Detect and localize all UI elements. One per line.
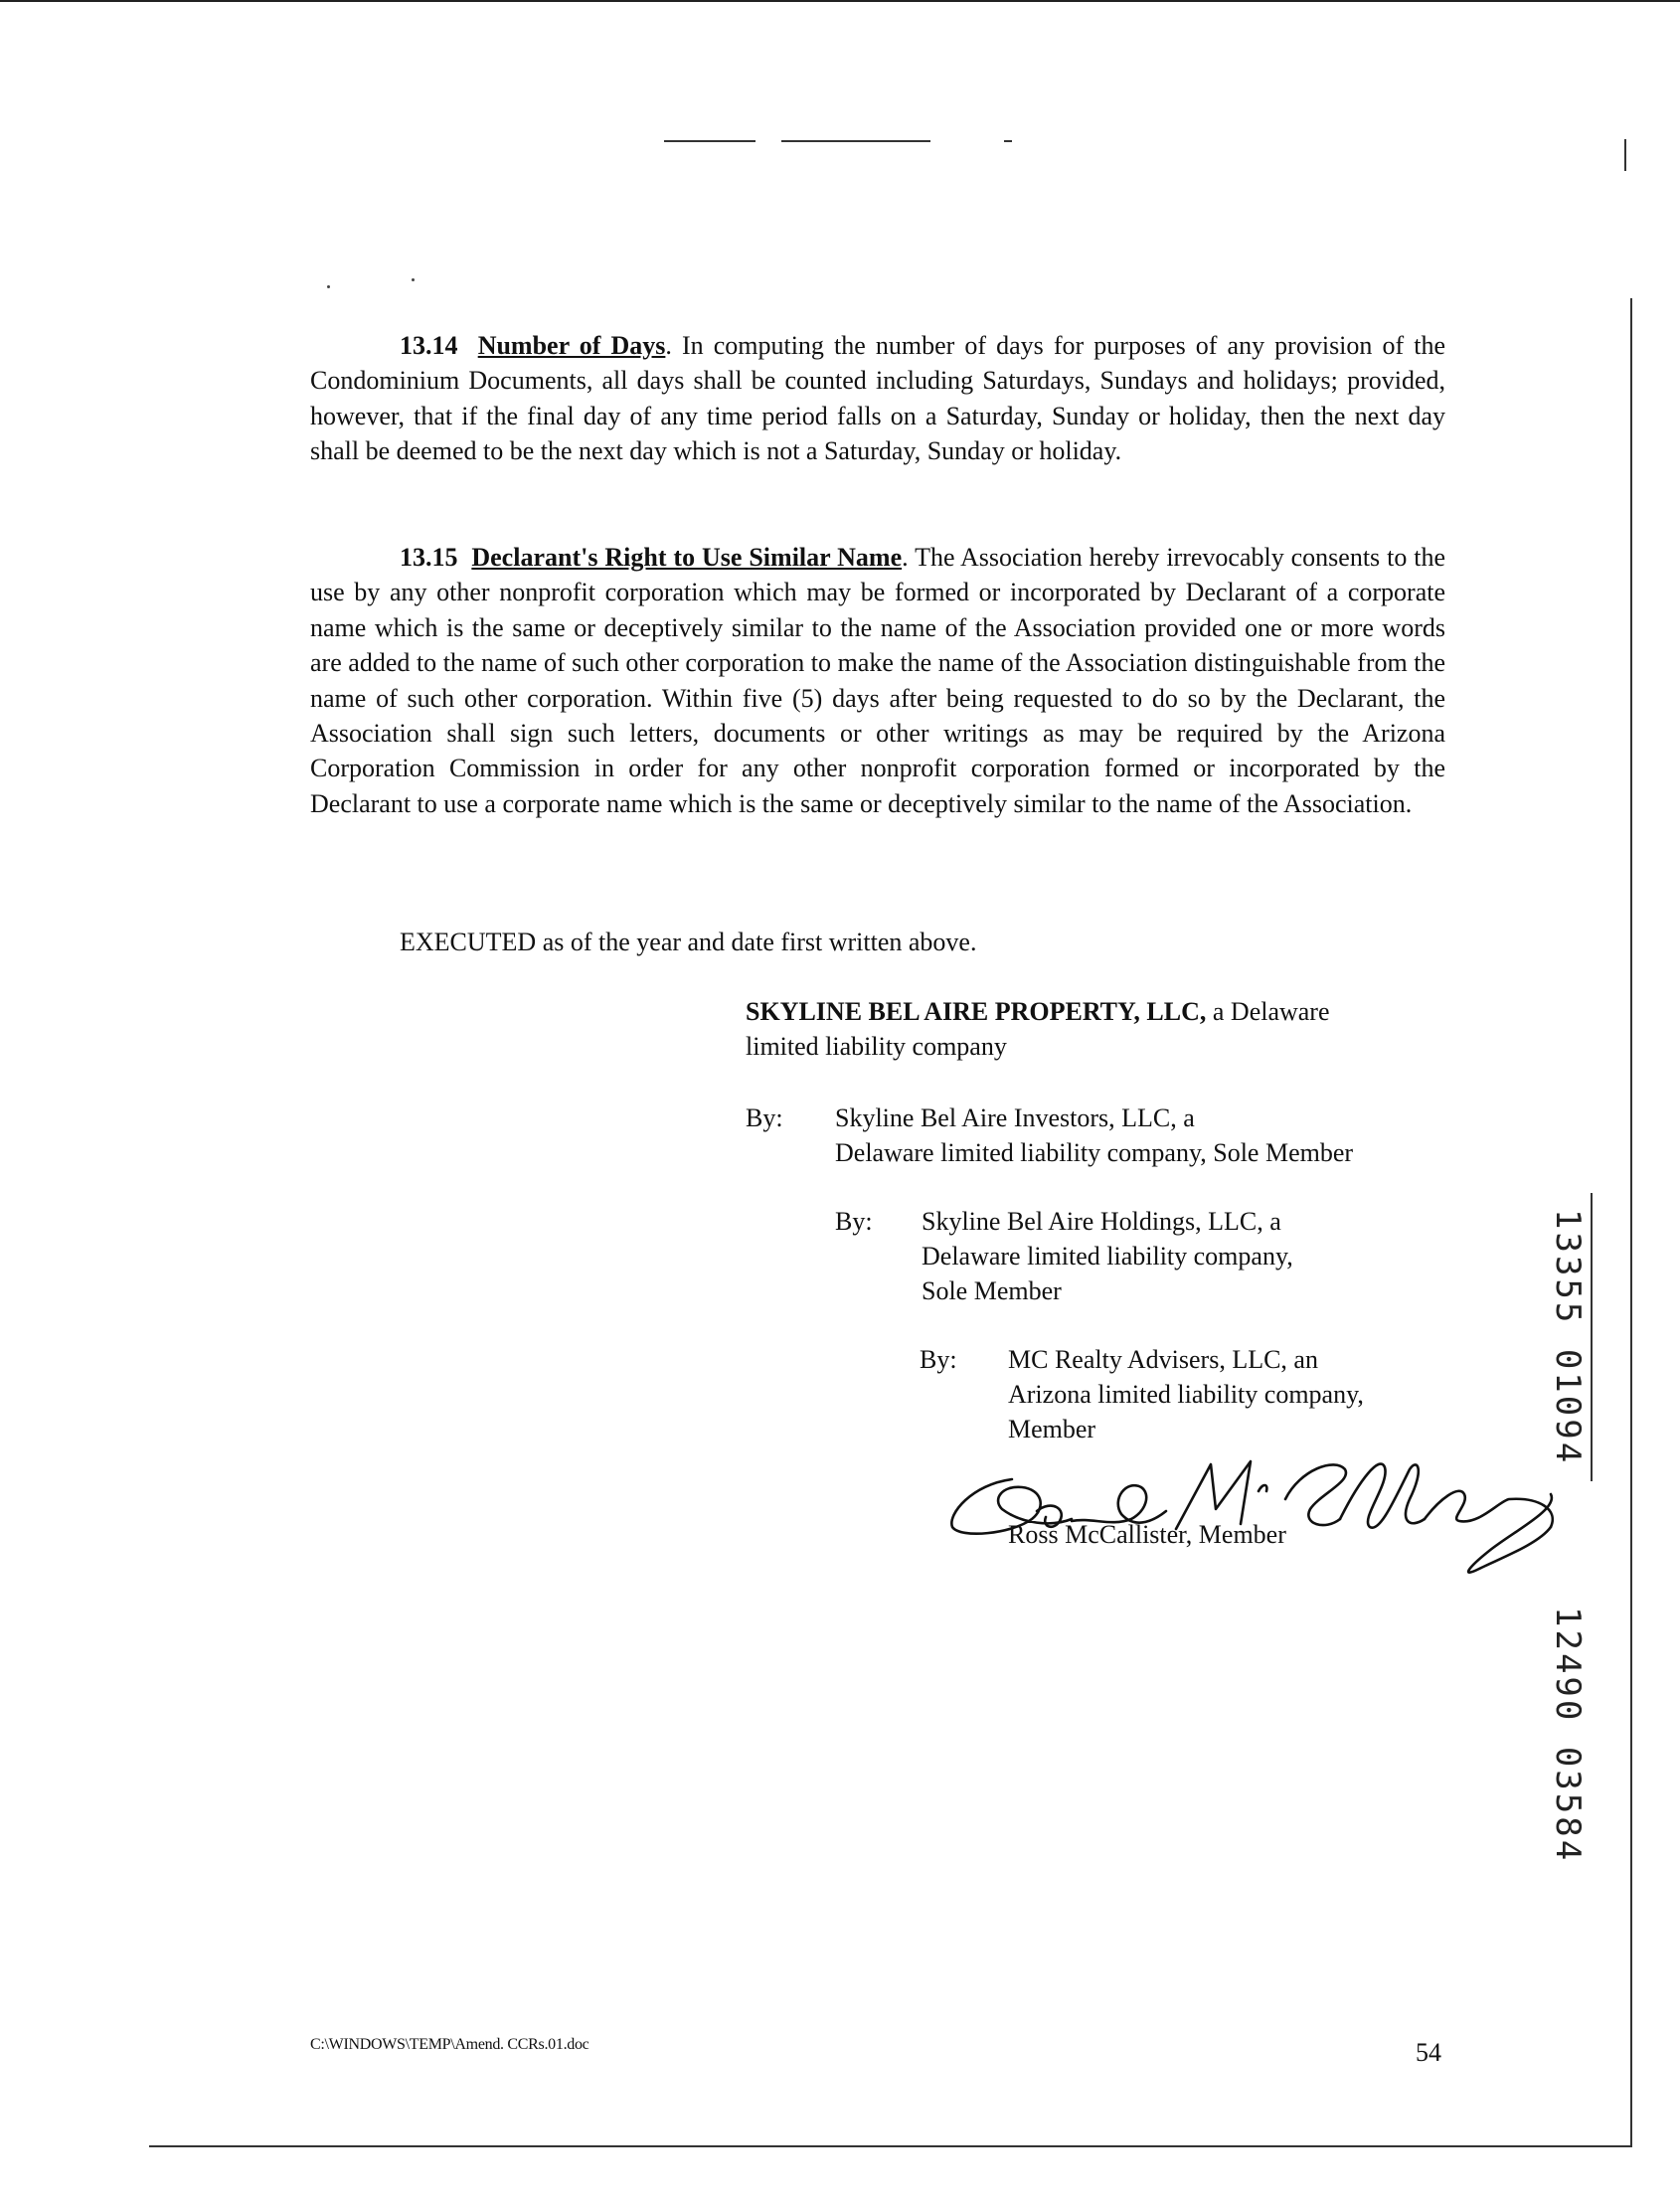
signatory-line: Sole Member xyxy=(922,1276,1062,1305)
signatory-line: Skyline Bel Aire Holdings, LLC, a xyxy=(922,1207,1281,1236)
scan-border-bottom xyxy=(149,2145,1632,2147)
signatory-line: MC Realty Advisers, LLC, an xyxy=(1008,1345,1318,1374)
signatory-level-2 xyxy=(922,1204,1293,1308)
scan-artifact-dash xyxy=(781,140,930,142)
recording-stamp-lower: 12490 03584 xyxy=(1548,1607,1588,1864)
by-label: By: xyxy=(746,1103,783,1132)
section-heading: Number of Days xyxy=(477,331,666,360)
signatory-line: Member xyxy=(1008,1415,1096,1443)
by-label: By: xyxy=(920,1345,957,1374)
executed-statement: EXECUTED as of the year and date first written above. xyxy=(400,928,977,956)
signatory-level-3 xyxy=(1008,1342,1364,1446)
section-body: . The Association hereby irrevocably consents to the use by any other nonprofit corporation which may be formed or incorporated by Declarant of a corporate name which is the same or deceptively similar to the name of the Association provided one or more words are added to the name of such other corporation to make the name of the Association distinguishable from the name of such other corporation. Within five (5) days after being requested to do so by the Declarant, the Association shall sign such letters, documents or other writings as may be required by the Arizona Corporation Commission in order for any other nonprofit corporation formed or incorporated by the Declarant to use a corporate name which is the same or deceptively similar to the name of the Association. xyxy=(310,543,1446,818)
recording-stamp-upper: 13355 01094 xyxy=(1548,1209,1588,1466)
signatory-level-1 xyxy=(835,1101,1353,1170)
scan-artifact-dot xyxy=(327,285,330,288)
scan-artifact-dash xyxy=(1004,140,1012,142)
signatory-line: Arizona limited liability company, xyxy=(1008,1380,1364,1409)
scan-border-top xyxy=(0,0,1680,2)
scan-artifact-dot xyxy=(412,278,415,281)
section-13-15-paragraph xyxy=(310,540,1445,821)
signer-name: Ross McCallister, Member xyxy=(1008,1520,1286,1549)
stamp-guide-line xyxy=(1591,1193,1593,1481)
page-number: 54 xyxy=(1416,2038,1441,2067)
signature-entity xyxy=(746,994,1330,1064)
scan-border-right xyxy=(1630,298,1632,2147)
section-heading: Declarant's Right to Use Similar Name xyxy=(471,543,903,572)
entity-name: SKYLINE BEL AIRE PROPERTY, LLC, xyxy=(746,997,1207,1026)
scan-artifact-dash xyxy=(664,140,756,142)
entity-description: a Delaware xyxy=(1212,997,1330,1026)
handwritten-signature xyxy=(942,1440,1559,1579)
section-number: 13.15 xyxy=(400,543,458,572)
by-label: By: xyxy=(835,1207,873,1236)
signatory-line: Delaware limited liability company, xyxy=(922,1242,1293,1271)
entity-description-line2: limited liability company xyxy=(746,1032,1007,1061)
signatory-line: Delaware limited liability company, Sole Member xyxy=(835,1138,1354,1167)
signatory-line: Skyline Bel Aire Investors, LLC, a xyxy=(835,1103,1195,1132)
section-number: 13.14 xyxy=(400,331,458,360)
section-13-14-paragraph xyxy=(310,328,1445,469)
scan-artifact-tick xyxy=(1624,139,1626,171)
section-body: . In computing the number of days for purposes of any provision of the Condominium Documents, all days shall be counted including Saturdays, Sundays and holidays; provided, however, that if the final day of any time period falls on a Saturday, Sunday or holiday, then the next day shall be deemed to be the next day which is not a Saturday, Sunday or holiday. xyxy=(310,331,1446,466)
footer-file-path: C:\WINDOWS\TEMP\Amend. CCRs.01.doc xyxy=(310,2036,589,2053)
